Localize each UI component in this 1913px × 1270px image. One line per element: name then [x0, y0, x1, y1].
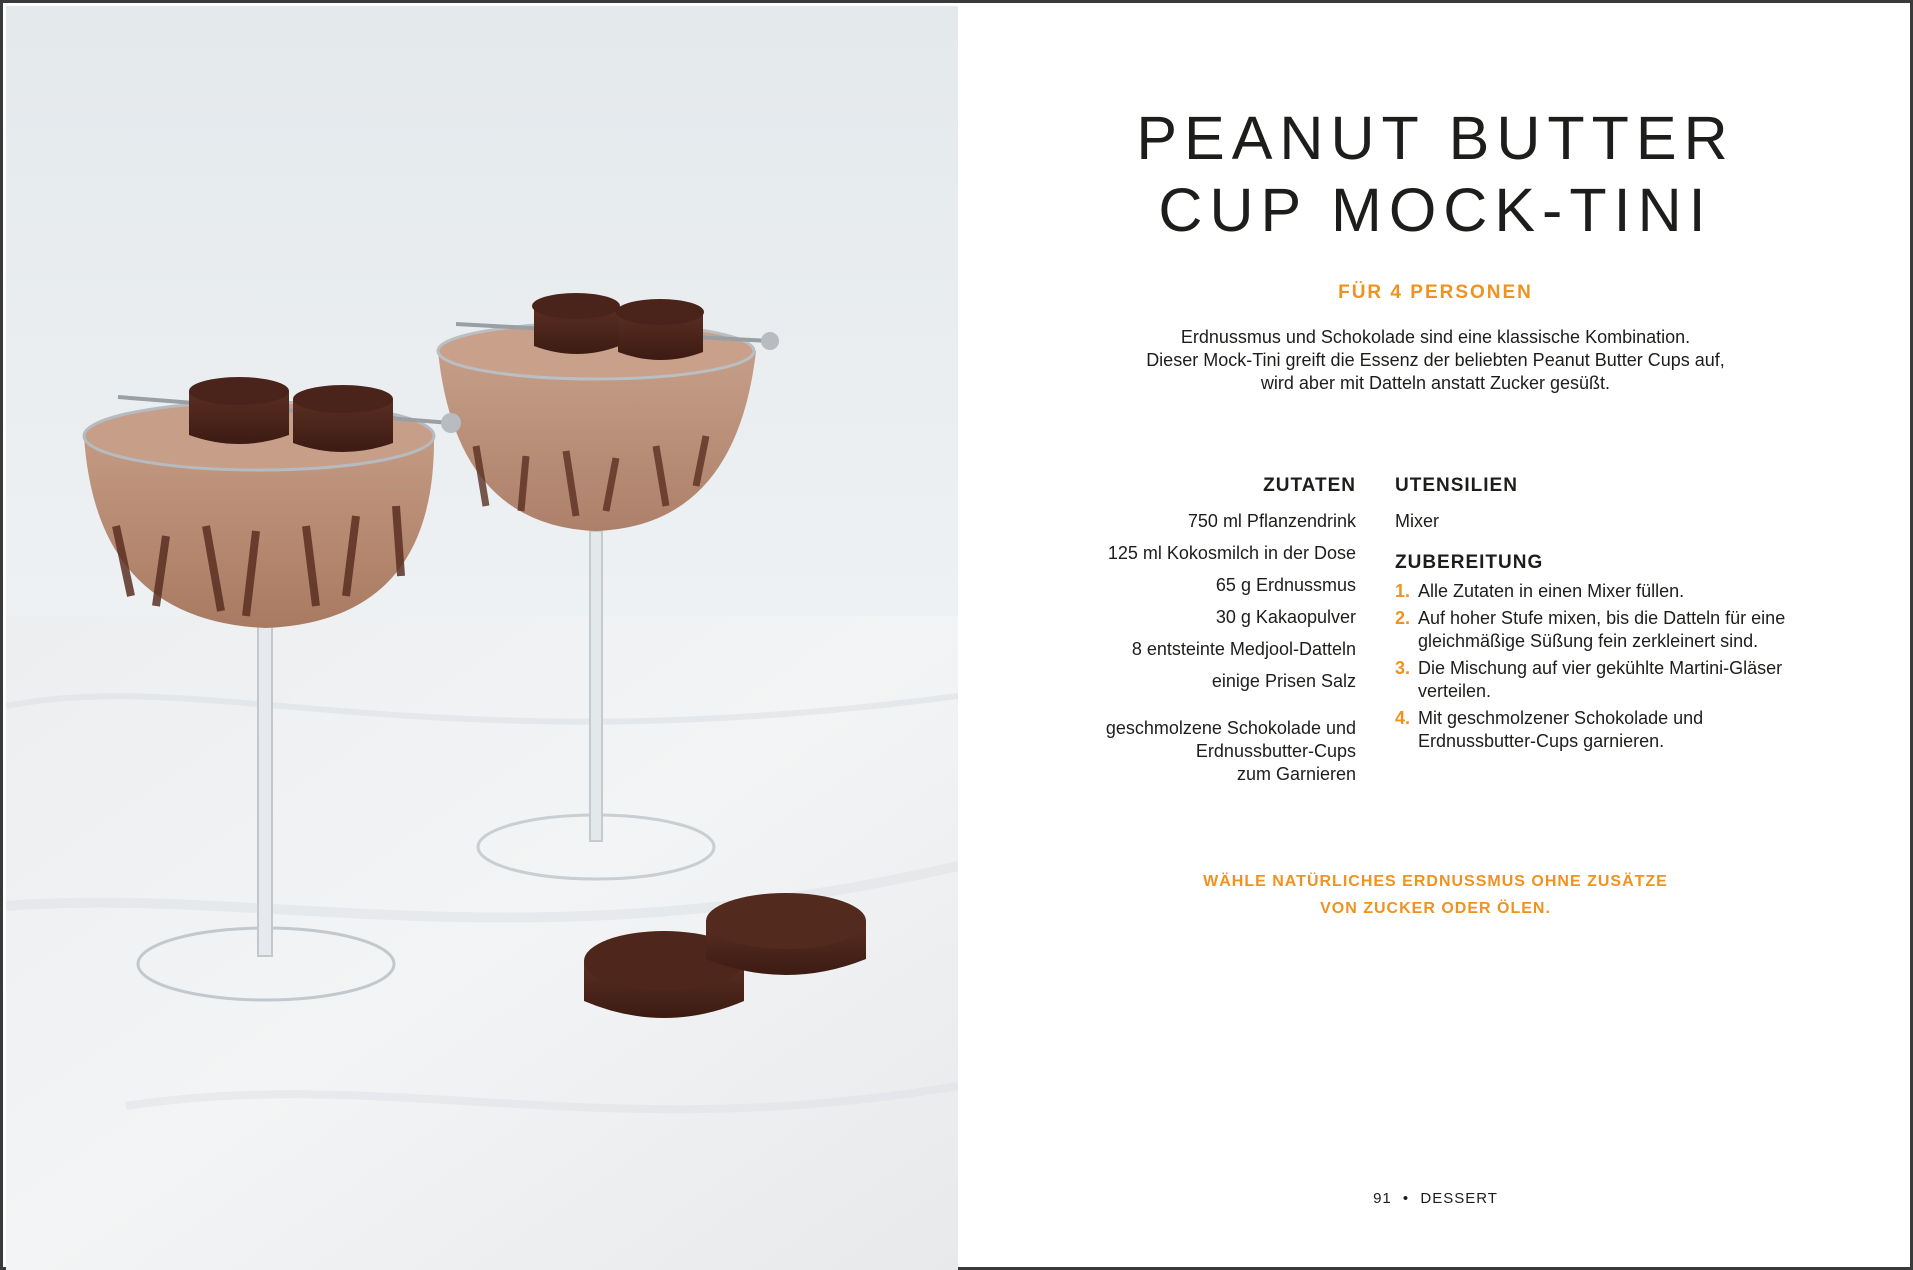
garnish-line: zum Garnieren	[1236, 764, 1356, 784]
preparation-steps	[1395, 580, 1795, 757]
ingredient-item: 750 ml Pflanzendrink	[1187, 511, 1356, 531]
garnish-line: Erdnussbutter-Cups	[1195, 741, 1356, 761]
step-text: Die Mischung auf vier gekühlte Martini-Gläser verteilen.	[1418, 658, 1783, 701]
page-footer	[958, 1190, 1913, 1207]
footer-separator: •	[1402, 1190, 1410, 1207]
preparation-step	[1395, 580, 1795, 603]
recipe-title-line2: CUP MOCK-TINI	[1158, 176, 1713, 244]
intro-line: Erdnussmus und Schokolade sind eine klassische Kombination.	[1180, 327, 1691, 347]
preparation-step	[1395, 607, 1795, 653]
step-number: 2.	[1395, 608, 1411, 628]
preparation-step	[1395, 657, 1795, 703]
preparation-heading: ZUBEREITUNG	[1395, 552, 1544, 573]
tip-callout	[958, 868, 1913, 922]
servings-label: FÜR 4 PERSONEN	[1338, 282, 1533, 303]
ingredients-list	[1108, 505, 1356, 697]
section-name: DESSERT	[1420, 1190, 1498, 1207]
recipe-photo	[6, 6, 958, 1270]
step-text: Mit geschmolzener Schokolade und Erdnussbutter-Cups garnieren.	[1418, 708, 1704, 751]
intro-line: Dieser Mock-Tini greift die Essenz der beliebten Peanut Butter Cups auf,	[1146, 350, 1725, 370]
recipe-intro	[958, 326, 1913, 395]
ingredient-item: einige Prisen Salz	[1211, 671, 1356, 691]
utensil-item: Mixer	[1395, 511, 1439, 531]
garnish-line: geschmolzene Schokolade und	[1105, 718, 1356, 738]
tip-line: VON ZUCKER ODER ÖLEN.	[1320, 900, 1551, 917]
ingredients-heading: ZUTATEN	[1263, 475, 1356, 496]
page-number: 91	[1373, 1190, 1392, 1207]
ingredient-item: 30 g Kakaopulver	[1215, 607, 1356, 627]
step-text: Auf hoher Stufe mixen, bis die Datteln für eine gleichmäßige Süßung fein zerkleinert sind.	[1418, 608, 1786, 651]
step-number: 1.	[1395, 581, 1411, 601]
utensils-heading: UTENSILIEN	[1395, 475, 1518, 496]
tip-line: WÄHLE NATÜRLICHES ERDNUSSMUS OHNE ZUSÄTZE	[1203, 873, 1668, 890]
preparation-step	[1395, 707, 1795, 753]
ingredient-item: 8 entsteinte Medjool-Datteln	[1131, 639, 1356, 659]
step-number: 3.	[1395, 658, 1411, 678]
recipe-title-line1: PEANUT BUTTER	[1136, 104, 1735, 172]
recipe-title	[958, 102, 1913, 246]
step-text: Alle Zutaten in einen Mixer füllen.	[1418, 581, 1685, 601]
step-number: 4.	[1395, 708, 1411, 728]
intro-line: wird aber mit Datteln anstatt Zucker gesüßt.	[1260, 373, 1611, 393]
ingredient-item: 65 g Erdnussmus	[1215, 575, 1356, 595]
recipe-page	[958, 6, 1913, 1270]
garnish-note	[1106, 717, 1356, 786]
ingredient-item: 125 ml Kokosmilch in der Dose	[1107, 543, 1356, 563]
